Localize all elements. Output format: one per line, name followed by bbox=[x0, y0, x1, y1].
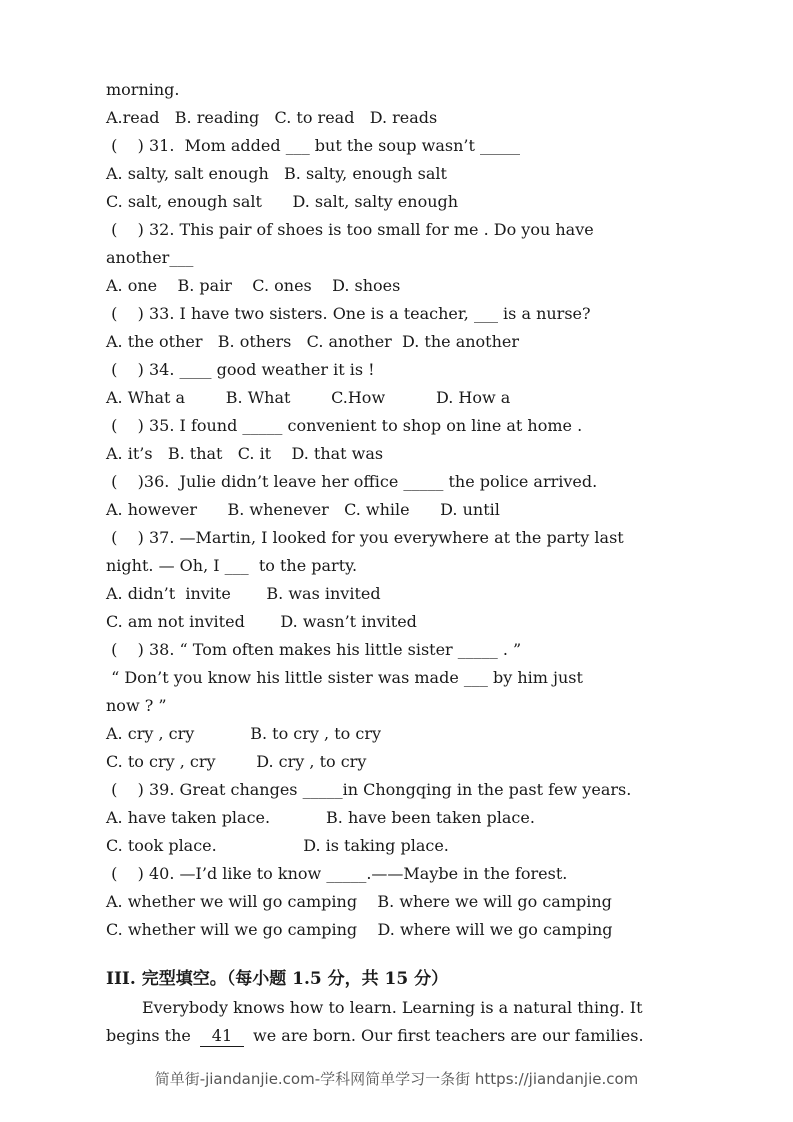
text-line: ( ) 38. “ Tom often makes his little sister _____ . ” bbox=[106, 640, 522, 659]
text-line: A. have taken place. B. have been taken place. bbox=[106, 808, 535, 827]
text-line: C. salt, enough salt D. salt, salty enough bbox=[106, 192, 459, 211]
text-line: A. What a B. What C.How D. How a bbox=[106, 388, 511, 407]
text-line: ( ) 32. This pair of shoes is too small for me . Do you have bbox=[106, 220, 594, 239]
text-line: ( ) 35. I found _____ convenient to shop on line at home . bbox=[106, 416, 583, 435]
text-line: A. didn’t invite B. was invited bbox=[106, 584, 381, 603]
text-line: A. it’s B. that C. it D. that was bbox=[106, 444, 384, 463]
text-line: ( ) 34. ____ good weather it is ! bbox=[106, 360, 375, 379]
text-line: “ Don’t you know his little sister was made ___ by him just bbox=[106, 668, 583, 687]
text-line: A. the other B. others C. another D. the another bbox=[106, 332, 520, 351]
paragraph-line-2 bbox=[106, 1022, 736, 1050]
footer-watermark: 简单街-jiandanjie.com-学科网简单学习一条街 https://jiandanjie.com bbox=[154, 1070, 639, 1088]
text-line: A. salty, salt enough B. salty, enough salt bbox=[106, 164, 447, 183]
text-line: another___ bbox=[106, 248, 194, 267]
text-line: A. however B. whenever C. while D. until bbox=[106, 500, 500, 519]
text-line: ( ) 33. I have two sisters. One is a teacher, ___ is a nurse? bbox=[106, 304, 591, 323]
blank-41: 41 bbox=[200, 1026, 244, 1047]
text-line: C. am not invited D. wasn’t invited bbox=[106, 612, 417, 631]
document-page bbox=[106, 76, 736, 1050]
section-title: III. 完型填空。（每小题 1.5 分，共 15 分） bbox=[106, 969, 449, 989]
text-line: ( ) 40. —I’d like to know _____.——Maybe in the forest. bbox=[106, 864, 568, 883]
text-line: C. to cry , cry D. cry , to cry bbox=[106, 752, 367, 771]
paragraph-text: begins the bbox=[106, 1026, 196, 1045]
text-line: ( )36. Julie didn’t leave her office _____ the police arrived. bbox=[106, 472, 598, 491]
text-line: A.read B. reading C. to read D. reads bbox=[106, 108, 438, 127]
text-line: ( ) 31. Mom added ___ but the soup wasn’t _____ bbox=[106, 136, 520, 155]
paragraph-text: we are born. Our first teachers are our families. bbox=[247, 1026, 644, 1045]
section-gap bbox=[106, 944, 736, 964]
text-line: C. took place. D. is taking place. bbox=[106, 836, 449, 855]
text-line: now ? ” bbox=[106, 696, 167, 715]
text-line: ( ) 39. Great changes _____in Chongqing in the past few years. bbox=[106, 780, 632, 799]
text-line: ( ) 37. —Martin, I looked for you everywhere at the party last bbox=[106, 528, 624, 547]
paragraph-line-1: Everybody knows how to learn. Learning is a natural thing. It bbox=[142, 998, 643, 1017]
question-lines bbox=[106, 76, 736, 944]
text-line: morning. bbox=[106, 80, 180, 99]
text-line: A. one B. pair C. ones D. shoes bbox=[106, 276, 401, 295]
text-line: A. cry , cry B. to cry , to cry bbox=[106, 724, 382, 743]
text-line: A. whether we will go camping B. where we will go camping bbox=[106, 892, 612, 911]
text-line: C. whether will we go camping D. where will we go camping bbox=[106, 920, 613, 939]
text-line: night. — Oh, I ___ to the party. bbox=[106, 556, 358, 575]
